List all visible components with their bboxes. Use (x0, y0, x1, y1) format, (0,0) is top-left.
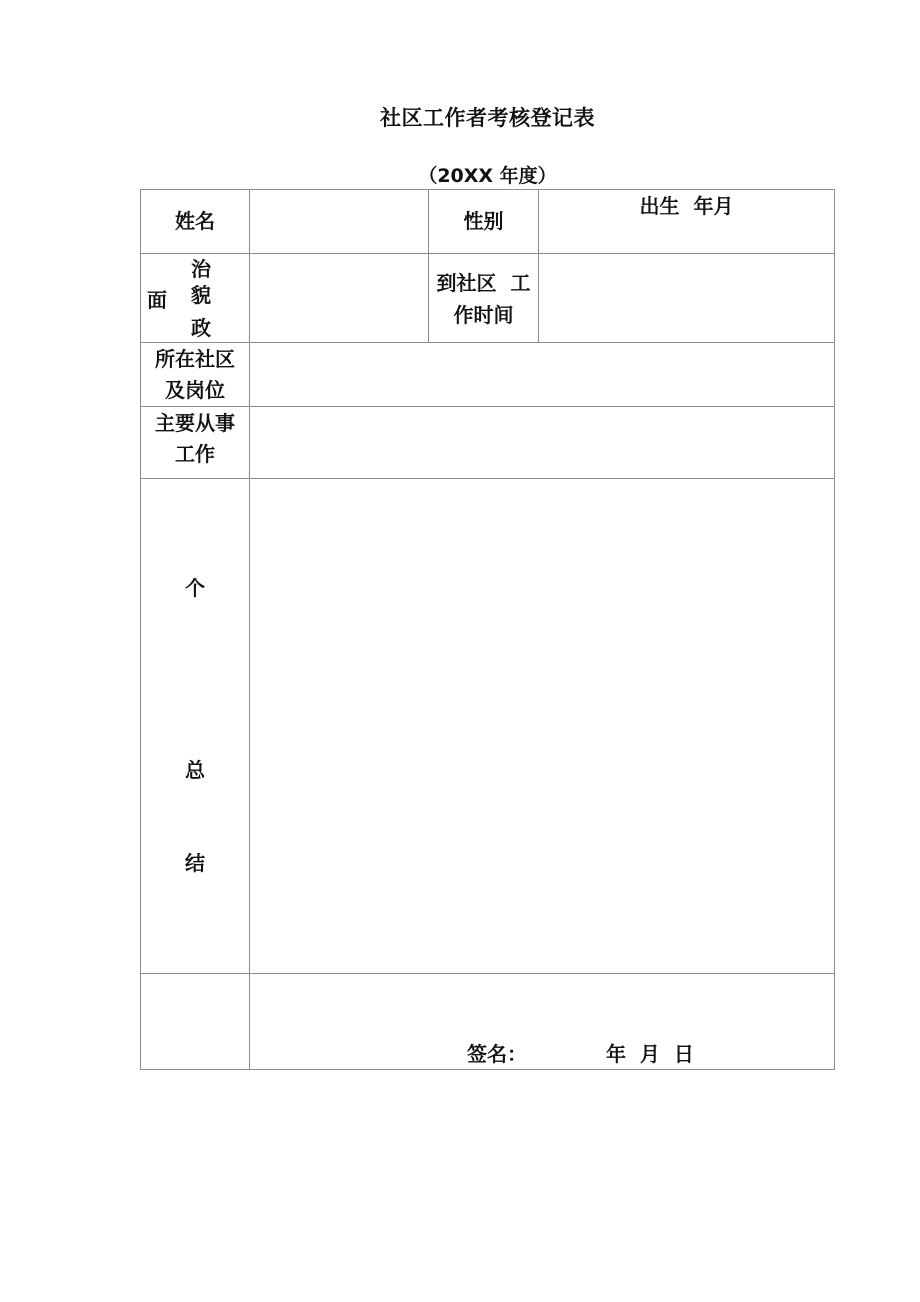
political-label-char: 政 (191, 316, 211, 340)
summary-label-char: 个 (185, 576, 205, 600)
join-time-field[interactable] (539, 254, 834, 342)
date-label: 年 月 日 (606, 1042, 694, 1066)
join-time-label: 作时间 (453, 303, 514, 327)
name-field[interactable] (250, 190, 428, 253)
document-title: 社区工作者考核登记表 (380, 106, 595, 130)
personal-summary-field[interactable] (250, 479, 834, 973)
table-border-left (140, 189, 141, 1070)
political-status-field[interactable] (250, 254, 428, 342)
signature-area[interactable] (250, 974, 834, 1069)
summary-label-char: 结 (185, 851, 205, 875)
table-border-right (834, 189, 835, 1070)
main-work-field[interactable] (250, 407, 834, 478)
name-label: 姓名 (175, 209, 215, 233)
political-label-char: 治 (191, 257, 211, 281)
gender-field[interactable] (539, 232, 834, 253)
signature-label: 签名： (467, 1042, 527, 1066)
community-position-label: 及岗位 (165, 378, 225, 402)
main-work-label: 工作 (175, 442, 215, 466)
community-position-label: 所在社区 (155, 347, 235, 371)
community-position-field[interactable] (250, 343, 834, 406)
main-work-label: 主要从事 (155, 411, 235, 435)
document-year: （20XX 年度） (418, 165, 557, 187)
gender-label: 性别 (463, 209, 504, 233)
summary-label-char: 总 (185, 758, 205, 782)
political-label-char: 面 (147, 288, 167, 312)
table-border-top (140, 189, 835, 190)
political-label-char: 貌 (191, 283, 211, 307)
join-time-label: 到社区 工 (436, 271, 531, 295)
birth-date-label: 出生 年月 (639, 194, 734, 218)
